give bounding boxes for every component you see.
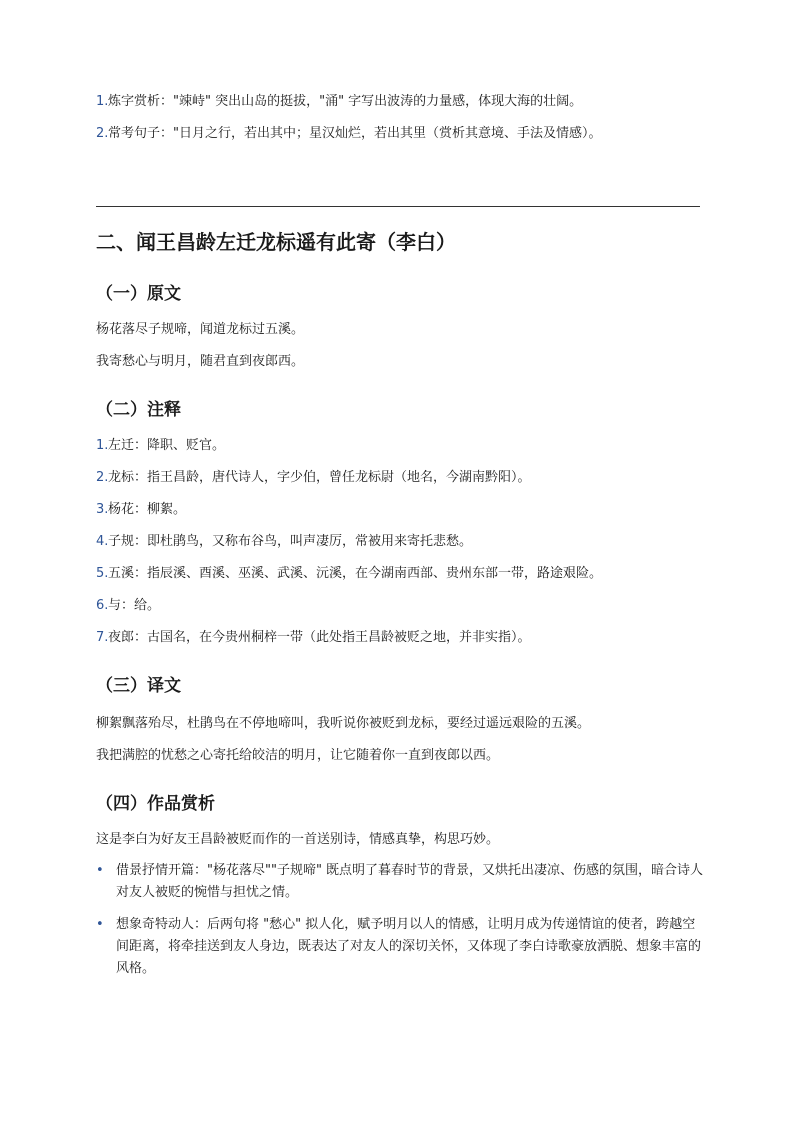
appreciation-bullets	[96, 860, 706, 990]
poem-line: 杨花落尽子规啼，闻道龙标过五溪。	[96, 322, 305, 337]
appreciation-heading: （四）作品赏析	[96, 794, 215, 814]
appreciation-intro: 这是李白为好友王昌龄被贬而作的一首送别诗，情感真挚，构思巧妙。	[96, 832, 500, 847]
section-divider	[96, 206, 700, 207]
bullet-item	[96, 860, 706, 904]
note-number: 6.	[96, 598, 109, 613]
bullet-item	[96, 914, 706, 980]
list-text: 常考句子："日月之行，若出其中；星汉灿烂，若出其里（赏析其意境、手法及情感）。	[108, 126, 602, 141]
bullet-text: 借景抒情开篇："杨花落尽""子规啼" 既点明了暮春时节的背景，又烘托出凄凉、伤感的氛围，暗合诗人对友人被贬的惋惜与担忧之情。	[116, 863, 704, 900]
translation-line: 我把满腔的忧愁之心寄托给皎洁的明月，让它随着你一直到夜郎以西。	[96, 748, 500, 763]
bullet-icon: •	[96, 917, 104, 932]
note-text: 龙标：指王昌龄，唐代诗人，字少伯，曾任龙标尉（地名，今湖南黔阳）。	[108, 470, 531, 485]
note-text: 夜郎：古国名，在今贵州桐梓一带（此处指王昌龄被贬之地，并非实指）。	[108, 630, 531, 645]
note-text: 五溪：指辰溪、酉溪、巫溪、武溪、沅溪，在今湖南西部、贵州东部一带，路途艰险。	[108, 566, 603, 581]
note-item	[96, 564, 716, 584]
top-list	[96, 92, 716, 156]
note-number: 1.	[96, 438, 109, 453]
note-item	[96, 468, 716, 488]
note-item	[96, 596, 716, 616]
note-number: 5.	[96, 566, 109, 581]
notes-list	[96, 436, 716, 660]
note-number: 3.	[96, 502, 109, 517]
list-text: 炼字赏析："竦峙" 突出山岛的挺拔，"涌" 字写出波涛的力量感，体现大海的壮阔。	[108, 94, 583, 109]
list-number: 2.	[96, 126, 109, 141]
list-number: 1.	[96, 94, 109, 109]
note-text: 杨花：柳絮。	[108, 502, 187, 517]
note-text: 左迁：降职、贬官。	[108, 438, 226, 453]
notes-heading: （二）注释	[96, 400, 181, 420]
translation-line: 柳絮飘落殆尽，杜鹃鸟在不停地啼叫，我听说你被贬到龙标，要经过遥远艰险的五溪。	[96, 716, 591, 731]
note-number: 4.	[96, 534, 109, 549]
note-item	[96, 628, 716, 648]
note-number: 2.	[96, 470, 109, 485]
translation-heading: （三）译文	[96, 676, 181, 696]
original-heading: （一）原文	[96, 284, 181, 304]
note-item	[96, 500, 716, 520]
poem-line: 我寄愁心与明月，随君直到夜郎西。	[96, 354, 305, 369]
note-number: 7.	[96, 630, 109, 645]
list-item	[96, 92, 716, 112]
note-text: 子规：即杜鹃鸟，又称布谷鸟，叫声凄厉，常被用来寄托悲愁。	[108, 534, 473, 549]
bullet-icon: •	[96, 863, 104, 878]
section-title: 二、闻王昌龄左迁龙标遥有此寄（李白）	[96, 230, 456, 254]
note-text: 与：给。	[108, 598, 161, 613]
note-item	[96, 436, 716, 456]
list-item	[96, 124, 716, 144]
note-item	[96, 532, 716, 552]
bullet-text: 想象奇特动人：后两句将 "愁心" 拟人化，赋予明月以人的情感，让明月成为传递情谊的使者，跨越空间距离，将牵挂送到友人身边，既表达了对友人的深切关怀，又体现了李白诗歌豪放洒脱、想象丰富的风格。	[116, 917, 702, 976]
